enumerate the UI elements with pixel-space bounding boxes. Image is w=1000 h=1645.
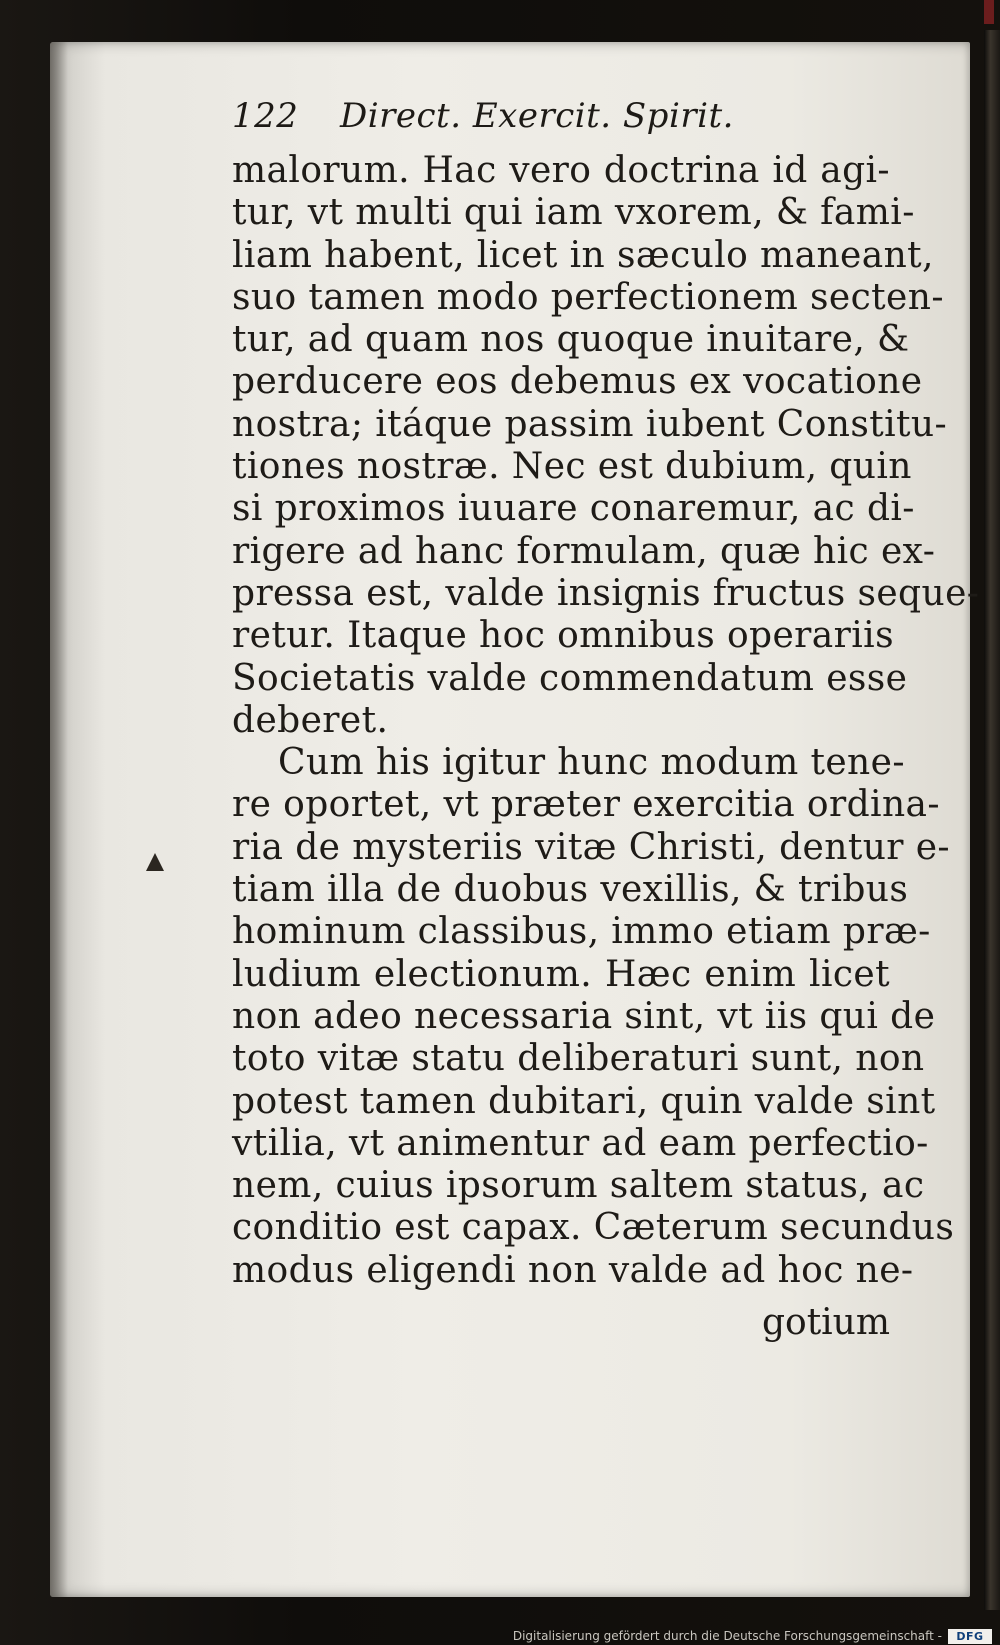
- running-title: Direct. Exercit. Spirit.: [340, 96, 734, 136]
- text-line: modus eligendi non valde ad hoc ne-: [232, 1249, 914, 1291]
- text-line: deberet.: [232, 699, 389, 741]
- text-line: conditio est capax. Cæterum secundus: [232, 1207, 955, 1249]
- running-head: [232, 96, 792, 146]
- text-line: nem, cuius ipsorum saltem status, ac: [232, 1165, 925, 1207]
- text-line: vtilia, vt animentur ad eam perfectio-: [232, 1122, 929, 1164]
- text-line: perducere eos debemus ex vocatione: [232, 361, 923, 403]
- marginal-pointer-mark: [146, 853, 164, 871]
- dfg-logo: DFG: [948, 1629, 992, 1644]
- text-line: rigere ad hanc formulam, quæ hic ex-: [232, 530, 936, 572]
- text-line: suo tamen modo perfectionem secten-: [232, 276, 944, 318]
- page-number: 122: [232, 96, 299, 136]
- text-line: retur. Itaque hoc omnibus operariis: [232, 615, 894, 657]
- text-line: tur, vt multi qui iam vxorem, & fami-: [232, 192, 915, 234]
- text-line: toto vitæ statu deliberaturi sunt, non: [232, 1038, 925, 1080]
- catchword: gotium: [761, 1302, 890, 1343]
- text-line: tiones nostræ. Nec est dubium, quin: [232, 446, 912, 488]
- text-line: malorum. Hac vero doctrina id agi-: [232, 150, 890, 191]
- book-edge-shadow: [984, 30, 1000, 1610]
- text-line: si proximos iuuare conaremur, ac di-: [232, 488, 915, 530]
- digitization-credit: Digitalisierung gefördert durch die Deutsche Forschungsgemeinschaft -: [512, 1629, 942, 1643]
- text-line: Cum his igitur hunc modum tene-: [278, 742, 905, 784]
- text-line: hominum classibus, immo etiam præ-: [232, 911, 931, 953]
- text-line: ria de mysteriis vitæ Christi, dentur e-: [232, 826, 950, 868]
- body-text: [232, 150, 980, 1292]
- ribbon-marker: [984, 0, 994, 24]
- text-line: tur, ad quam nos quoque inuitare, &: [232, 319, 910, 361]
- text-line: liam habent, licet in sæculo maneant,: [232, 234, 934, 276]
- text-line: nostra; itáque passim iubent Constitu-: [232, 403, 948, 445]
- text-line: non adeo necessaria sint, vt iis qui de: [232, 995, 936, 1037]
- text-line: Societatis valde commendatum esse: [232, 657, 908, 699]
- text-line: pressa est, valde insignis fructus seque-: [232, 572, 980, 614]
- text-line: re oportet, vt præter exercitia ordina-: [232, 784, 940, 826]
- text-line: potest tamen dubitari, quin valde sint: [232, 1080, 936, 1122]
- text-line: tiam illa de duobus vexillis, & tribus: [232, 869, 909, 911]
- text-line: ludium electionum. Hæc enim licet: [232, 953, 890, 995]
